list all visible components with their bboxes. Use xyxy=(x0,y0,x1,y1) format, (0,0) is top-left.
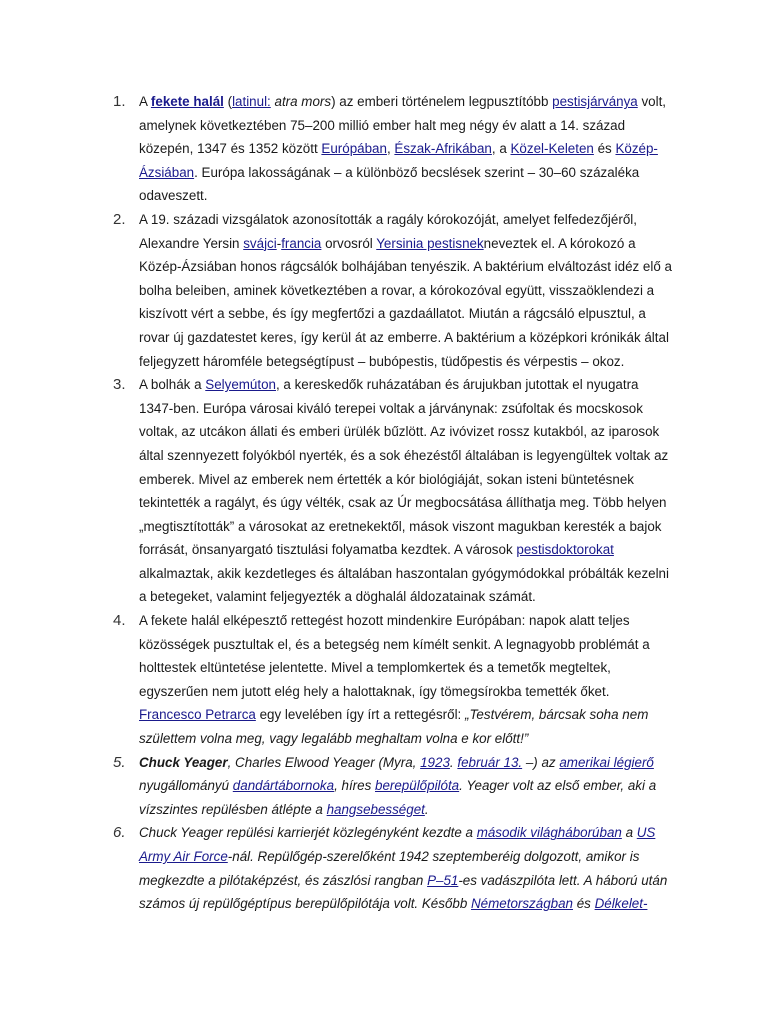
text-run: A xyxy=(139,94,151,109)
hyperlink[interactable]: 1923 xyxy=(420,754,450,770)
text-run: orvosról xyxy=(321,235,377,251)
hyperlink[interactable]: Yersinia pestisnek xyxy=(376,235,484,251)
text-run: -nál. Repülőgép-szerelőként 1942 szeptemberéig dolgozott, amikor is megkezdte a pilótaképzést, és zászlósi rangban xyxy=(139,849,640,888)
text-run: . Európa lakosságának – a különböző becslések szerint – 30–60 százaléka odaveszett. xyxy=(139,164,640,204)
text-run: és xyxy=(593,141,616,157)
hyperlink[interactable]: második világháborúban xyxy=(476,825,622,841)
list-item xyxy=(0,208,768,373)
list-item-number: 3. xyxy=(113,376,126,394)
italic-text: „Testvérem, bárcsak soha nem születtem volna meg, vagy legalább meghaltam volna e kor előtt!” xyxy=(139,707,649,747)
hyperlink[interactable]: svájci xyxy=(243,235,277,251)
text-run: –) az xyxy=(522,754,560,770)
text-run: nyugállományú xyxy=(139,778,233,794)
text-run: - xyxy=(276,235,282,251)
list-item xyxy=(0,373,768,609)
hyperlink[interactable]: amerikai légierő xyxy=(559,754,654,770)
text-run: a xyxy=(621,825,637,841)
hyperlink[interactable]: Közép-Ázsiában xyxy=(139,141,658,180)
hyperlink[interactable]: P–51 xyxy=(427,872,459,888)
text-run: volt, amelynek következtében 75–200 millió ember halt meg négy év alatt a 14. század közepén, 1347 és 1352 között xyxy=(139,94,667,157)
text-run: , Charles Elwood Yeager (Myra, xyxy=(227,754,421,770)
list-item-number: 6. xyxy=(113,824,126,842)
text-run: ( xyxy=(223,94,233,109)
text-run: , a xyxy=(491,141,511,157)
hyperlink[interactable]: latinul: xyxy=(232,94,271,109)
text-run: , xyxy=(386,141,395,157)
hyperlink[interactable]: Közel-Keleten xyxy=(510,141,594,157)
text-run: . Yeager volt az első ember, aki a vízszintes repülésben átlépte a xyxy=(139,778,657,817)
italic-text: atra mors xyxy=(274,94,332,109)
hyperlink[interactable]: pestisdoktorokat xyxy=(516,542,614,558)
text-run: A fekete halál elképesztő rettegést hozott mindenkire Európában: napok alatt teljes közösségek pusztultak el, és a betegség nem kímélt senkit. A legnagyobb problémát a holttestek eltüntetése jelentette. Mivel a templomkertek és a temetők megteltek, egyszerűen nem jutott elég hely a halottaknak, így tömegsírokba temették őket. xyxy=(139,613,650,699)
text-run: neveztek el. A kórokozó a Közép-Ázsiában honos rágcsálók bolhájában tenyészik. A baktérium elváltozást idéz elő a bolha beleiben, aminek következtében a rovar, a kórokozóval együtt, visszaöklendezi a kiszívott vért a sebbe, és így megfertőzi a gazdaállatot. Miután a rágcsáló elpusztul, a rovar új gazdatestet keres, így kerül át az emberre. A baktérium a középkori krónikák által feljegyzett háromféle betegségtípust – bubópestis, tüdőpestis és vérpestis – okoz. xyxy=(139,235,672,369)
text-run: és xyxy=(573,896,595,912)
text-run: alkalmaztak, akik kezdetleges és általában haszontalan gyógymódokkal próbálták kezelni a betegeket, valamint feljegyezték a döghalál áldozatainak számát. xyxy=(139,565,669,605)
text-run: . xyxy=(424,801,429,817)
list-item xyxy=(0,609,768,751)
hyperlink[interactable]: Németországban xyxy=(471,896,573,912)
list-item-number: 2. xyxy=(113,210,126,228)
list-item xyxy=(0,821,768,915)
hyperlink[interactable]: Selyemúton xyxy=(205,377,276,393)
list-item-number: 4. xyxy=(113,612,126,630)
text-run: , a kereskedők ruházatában és árujukban jutottak el nyugatra 1347-ben. Európa városai kiváló terepei voltak a járványnak: zsúfoltak és mocskosok voltak, az utcákon állati és emberi ürülék bűzlött. Az ivóvizet rossz kutakból, az iparosok által szennyezett folyókból nyerték, és a sok éhezéstől általában is legyengültek voltak az emberek. Mivel az emberek nem értették a kór biológiáját, sokan isteni büntetésnek tekintették a ragályt, és úgy vélték, csak az Úr megbocsátása állíthatja meg. Több helyen „megtisztították” a városokat az eretnekektől, mások viszont magukban keresték a bajok forrását, önsanyargató tisztulási folyamatba kezdtek. A városok xyxy=(139,377,669,558)
hyperlink[interactable]: francia xyxy=(281,235,322,251)
hyperlink[interactable]: február 13. xyxy=(457,754,523,770)
hyperlink[interactable]: fekete halál xyxy=(150,94,224,109)
hyperlink[interactable]: berepülőpilóta xyxy=(375,778,460,794)
text-run: -es vadászpilóta lett. A háború után számos új repülőgéptípus berepülőpilótája volt. Később xyxy=(139,872,668,912)
list-item xyxy=(0,90,768,208)
hyperlink[interactable]: Európában xyxy=(321,141,387,157)
text-run: Chuck Yeager repülési karrierjét közlegényként kezdte a xyxy=(139,825,477,841)
text-run: A 19. századi vizsgálatok azonosították a ragály kórokozóját, amelyet felfedezőjéről, Alexandre Yersin xyxy=(139,211,637,251)
text-run: A bolhák a xyxy=(139,377,206,393)
hyperlink[interactable]: Észak-Afrikában xyxy=(394,141,492,157)
numbered-list xyxy=(0,90,768,916)
hyperlink[interactable]: pestisjárványa xyxy=(552,94,638,109)
text-run: ) az emberi történelem legpusztítóbb xyxy=(331,94,553,109)
bold-text: Chuck Yeager xyxy=(139,754,228,770)
list-item xyxy=(0,751,768,822)
hyperlink[interactable]: hangsebességet xyxy=(326,801,425,817)
hyperlink[interactable]: Francesco Petrarca xyxy=(139,707,256,723)
hyperlink[interactable]: dandártábornoka xyxy=(232,778,335,794)
text-run: . xyxy=(449,754,458,770)
hyperlink[interactable]: US Army Air Force xyxy=(139,825,656,864)
text-run: egy levelében így írt a rettegésről: xyxy=(255,707,466,723)
text-run: , híres xyxy=(334,778,375,794)
list-item-number: 5. xyxy=(113,753,126,771)
hyperlink[interactable]: Délkelet- xyxy=(594,896,648,912)
list-item-number: 1. xyxy=(113,93,126,110)
